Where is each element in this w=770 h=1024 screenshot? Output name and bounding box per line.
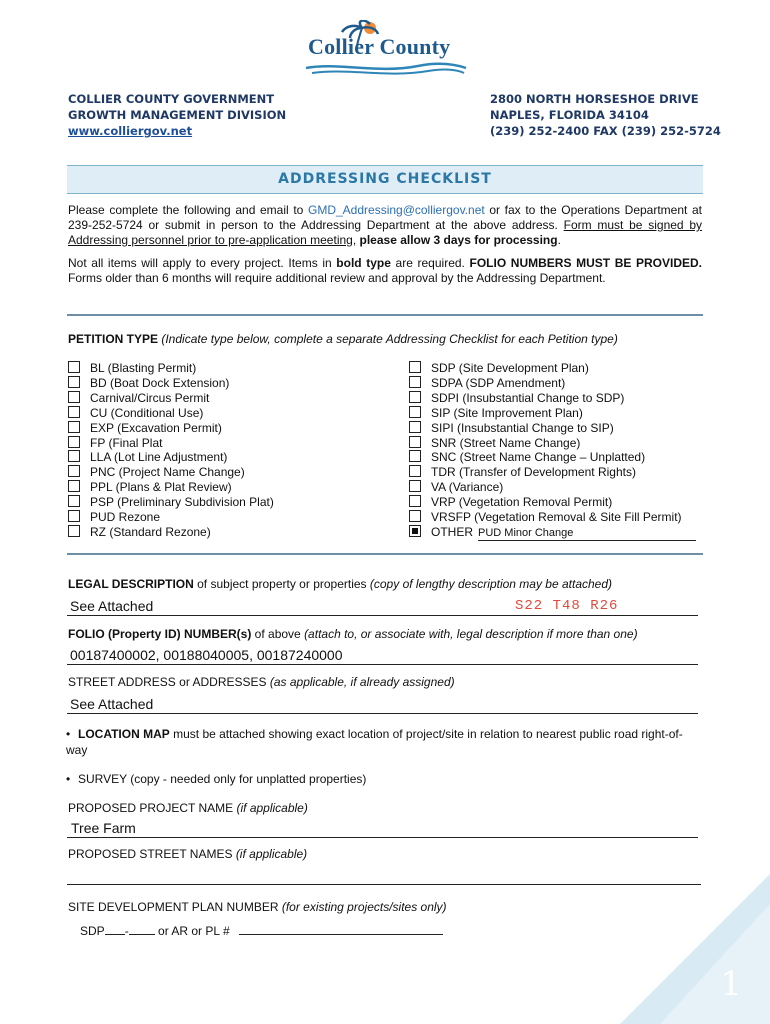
petition-option-label: PNC (Project Name Change): [90, 465, 245, 480]
checkbox-icon[interactable]: [68, 436, 80, 448]
petition-type-heading: [68, 332, 618, 346]
checkbox-icon[interactable]: [68, 510, 80, 522]
petition-option[interactable]: [409, 406, 583, 421]
checkbox-icon[interactable]: [409, 406, 421, 418]
folio-label-text: FOLIO (Property ID) NUMBER(s): [68, 627, 252, 641]
folio-text: of above: [251, 627, 305, 641]
street-label-text: STREET ADDRESS or ADDRESSES: [68, 675, 270, 689]
project-name-value: Tree Farm: [71, 820, 136, 836]
division-name: GROWTH MANAGEMENT DIVISION: [68, 108, 287, 122]
sdp-or-text: or AR or PL #: [154, 924, 230, 938]
petition-option[interactable]: [409, 391, 624, 406]
sdp-dash: -: [124, 924, 129, 938]
sdp-prefix: SDP: [80, 924, 105, 938]
petition-option[interactable]: [68, 421, 222, 436]
petition-option-label: SIP (Site Improvement Plan): [431, 405, 583, 420]
bullet-icon: •: [66, 772, 71, 786]
phone-fax: (239) 252-2400 FAX (239) 252-5724: [490, 124, 721, 138]
location-map-text: must be attached showing exact location of project/site in relation to nearest public road right-of-way: [66, 727, 683, 757]
checkbox-icon[interactable]: [68, 495, 80, 507]
petition-option-label: PUD Rezone: [90, 510, 161, 524]
petition-option-label: SDPI (Insubstantial Change to SDP): [431, 390, 625, 405]
petition-option[interactable]: [68, 406, 203, 421]
folio-note: (attach to, or associate with, legal description if more than one): [304, 627, 638, 641]
website-link[interactable]: www.colliergov.net: [68, 124, 193, 138]
checkbox-icon[interactable]: [409, 361, 421, 373]
survey-item: [66, 771, 696, 787]
logo-text: Collier County: [308, 34, 451, 59]
checkbox-icon[interactable]: [409, 480, 421, 492]
street-address-value: See Attached: [70, 696, 154, 712]
checkbox-icon[interactable]: [409, 465, 421, 477]
location-map-item: [66, 726, 696, 758]
sdp-number-row: [80, 922, 443, 939]
petition-option-label: LLA (Lot Line Adjustment): [90, 450, 228, 465]
location-map-label: LOCATION MAP: [78, 727, 170, 741]
street-address-label: [68, 675, 455, 689]
petition-option[interactable]: [68, 465, 245, 480]
petition-option[interactable]: [409, 495, 612, 510]
address-block: [490, 91, 721, 139]
petition-type-label: PETITION TYPE: [68, 332, 159, 346]
checkbox-icon[interactable]: [68, 391, 80, 403]
requirements-text-3: Forms older than 6 months will require additional review and approval by the Addressing Department.: [68, 271, 606, 285]
petition-option[interactable]: [409, 525, 696, 540]
checkbox-icon[interactable]: [68, 450, 80, 462]
petition-option-label: PPL (Plans & Plat Review): [90, 480, 232, 495]
sdp-year-field[interactable]: [105, 922, 125, 935]
signature-requirement: Form must be signed by Addressing personnel prior to pre-application meeting,: [68, 218, 703, 247]
petition-option[interactable]: [68, 376, 229, 391]
title-band: [67, 165, 703, 194]
legal-description-label: [68, 577, 612, 591]
folio-field[interactable]: [67, 646, 698, 665]
legal-description-field[interactable]: [67, 597, 698, 616]
checkbox-icon[interactable]: [409, 495, 421, 507]
checkbox-icon[interactable]: [409, 391, 421, 403]
petition-option-label: SNC (Street Name Change – Unplatted): [431, 450, 646, 465]
petition-option-label: SDPA (SDP Amendment): [431, 375, 566, 390]
section-divider: [67, 314, 703, 316]
period: .: [557, 233, 561, 247]
petition-option[interactable]: [68, 525, 211, 540]
petition-option[interactable]: [409, 465, 636, 480]
checkbox-icon[interactable]: [409, 436, 421, 448]
org-block: [68, 91, 286, 139]
collier-county-logo: [298, 20, 470, 76]
petition-option-label: VRP (Vegetation Removal Permit): [431, 495, 613, 510]
petition-option-label: FP (Final Plat: [90, 435, 163, 450]
street-names-note: (if applicable): [235, 847, 308, 861]
street-names-label-text: PROPOSED STREET NAMES: [68, 847, 236, 861]
petition-option-label: Carnival/Circus Permit: [90, 390, 210, 405]
petition-option[interactable]: [409, 376, 565, 391]
petition-option-label: BL (Blasting Permit): [90, 361, 197, 375]
checkbox-checked-icon[interactable]: [409, 525, 421, 537]
project-name-note: (if applicable): [236, 801, 308, 815]
checkbox-icon[interactable]: [409, 421, 421, 433]
folio-label: [68, 627, 638, 641]
petition-option-label: PSP (Preliminary Subdivision Plat): [90, 495, 274, 510]
page-corner-decoration: [620, 874, 770, 1024]
petition-option-label: SNR (Street Name Change): [431, 435, 581, 450]
street-address: 2800 NORTH HORSESHOE DRIVE: [490, 92, 699, 106]
requirements-text: Not all items will apply to every project. Items in: [68, 256, 337, 270]
petition-type-note: (Indicate type below, complete a separate Addressing Checklist for each Petition type): [158, 332, 618, 346]
legal-text: of subject property or properties: [193, 577, 370, 591]
processing-notice: please allow 3 days for processing: [356, 233, 558, 247]
petition-option[interactable]: [68, 450, 227, 465]
petition-option[interactable]: [409, 510, 682, 525]
checkbox-icon[interactable]: [68, 525, 80, 537]
petition-option[interactable]: [68, 391, 209, 406]
bold-type-text: bold type: [336, 256, 391, 270]
checkbox-icon[interactable]: [68, 480, 80, 492]
project-name-label-text: PROPOSED PROJECT NAME: [68, 801, 237, 815]
street-names-label: [68, 847, 307, 861]
petition-option-label: TDR (Transfer of Development Rights): [431, 465, 636, 480]
petition-option-label: SIPI (Insubstantial Change to SIP): [431, 420, 614, 435]
pl-number-field[interactable]: [239, 922, 443, 935]
petition-option[interactable]: [68, 480, 232, 495]
petition-option[interactable]: [409, 421, 614, 436]
petition-option-label: SDP (Site Development Plan): [431, 361, 589, 375]
petition-option-label: EXP (Excavation Permit): [90, 420, 222, 435]
checkbox-icon[interactable]: [409, 450, 421, 462]
page-title: ADDRESSING CHECKLIST: [278, 171, 492, 187]
requirements-paragraph: [68, 256, 702, 286]
project-name-label: [68, 801, 308, 815]
street-note: (as applicable, if already assigned): [269, 675, 455, 689]
bullet-icon: •: [66, 727, 71, 741]
city-state-zip: NAPLES, FLORIDA 34104: [490, 108, 649, 122]
instructions-text: Please complete the following and email to: [68, 203, 308, 217]
checkbox-icon[interactable]: [68, 406, 80, 418]
legal-note: (copy of lengthy description may be attached): [369, 577, 613, 591]
petition-option[interactable]: [68, 436, 162, 451]
requirements-text-2: are required.: [390, 256, 470, 270]
street-names-field[interactable]: [67, 866, 701, 885]
sdp-label-text: SITE DEVELOPMENT PLAN NUMBER: [68, 900, 282, 914]
checkbox-icon[interactable]: [409, 510, 421, 522]
folio-value: 00187400002, 00188040005, 00187240000: [70, 647, 343, 663]
checkbox-icon[interactable]: [68, 465, 80, 477]
legal-label: LEGAL DESCRIPTION: [68, 577, 194, 591]
petition-option-label: CU (Conditional Use): [90, 405, 204, 420]
section-divider: [67, 553, 703, 555]
instructions-paragraph: [68, 203, 702, 248]
sdp-number-field[interactable]: [129, 922, 155, 935]
checkbox-icon[interactable]: [68, 421, 80, 433]
petition-option-label: VA (Variance): [431, 480, 504, 495]
petition-option-label: OTHER: [431, 524, 473, 539]
survey-text: SURVEY (copy - needed only for unplatted properties): [78, 772, 367, 786]
project-name-field[interactable]: [67, 819, 698, 838]
petition-option[interactable]: [409, 480, 503, 495]
petition-option-label: VRSFP (Vegetation Removal & Site Fill Permit): [431, 510, 682, 524]
sdp-note: (for existing projects/sites only): [281, 900, 447, 914]
petition-option-label: RZ (Standard Rezone): [90, 524, 211, 539]
section-township-range-note: S22 T48 R26: [515, 598, 619, 614]
instructions-text-2: or fax to the Operations Department at 239-252-5724 or submit in person to the Addressing Department at the above address.: [68, 203, 702, 232]
street-address-field[interactable]: [67, 695, 698, 714]
other-petition-value[interactable]: PUD Minor Change: [478, 527, 696, 541]
checkbox-icon[interactable]: [68, 361, 80, 373]
email-link[interactable]: GMD_Addressing@colliergov.net: [308, 203, 485, 217]
folio-required-notice: FOLIO NUMBERS MUST BE PROVIDED.: [469, 256, 702, 270]
checkbox-icon[interactable]: [409, 376, 421, 388]
petition-option[interactable]: [409, 450, 645, 465]
org-name: COLLIER COUNTY GOVERNMENT: [68, 92, 275, 106]
sdp-number-label: [68, 900, 447, 914]
petition-option[interactable]: [68, 361, 196, 376]
legal-description-value: See Attached: [70, 598, 154, 614]
petition-option[interactable]: [68, 495, 274, 510]
page-number: 1: [720, 964, 742, 1004]
petition-option-label: BD (Boat Dock Extension): [90, 375, 230, 390]
petition-option[interactable]: [409, 436, 580, 451]
checkbox-icon[interactable]: [68, 376, 80, 388]
petition-option[interactable]: [68, 510, 160, 525]
petition-option[interactable]: [409, 361, 589, 376]
